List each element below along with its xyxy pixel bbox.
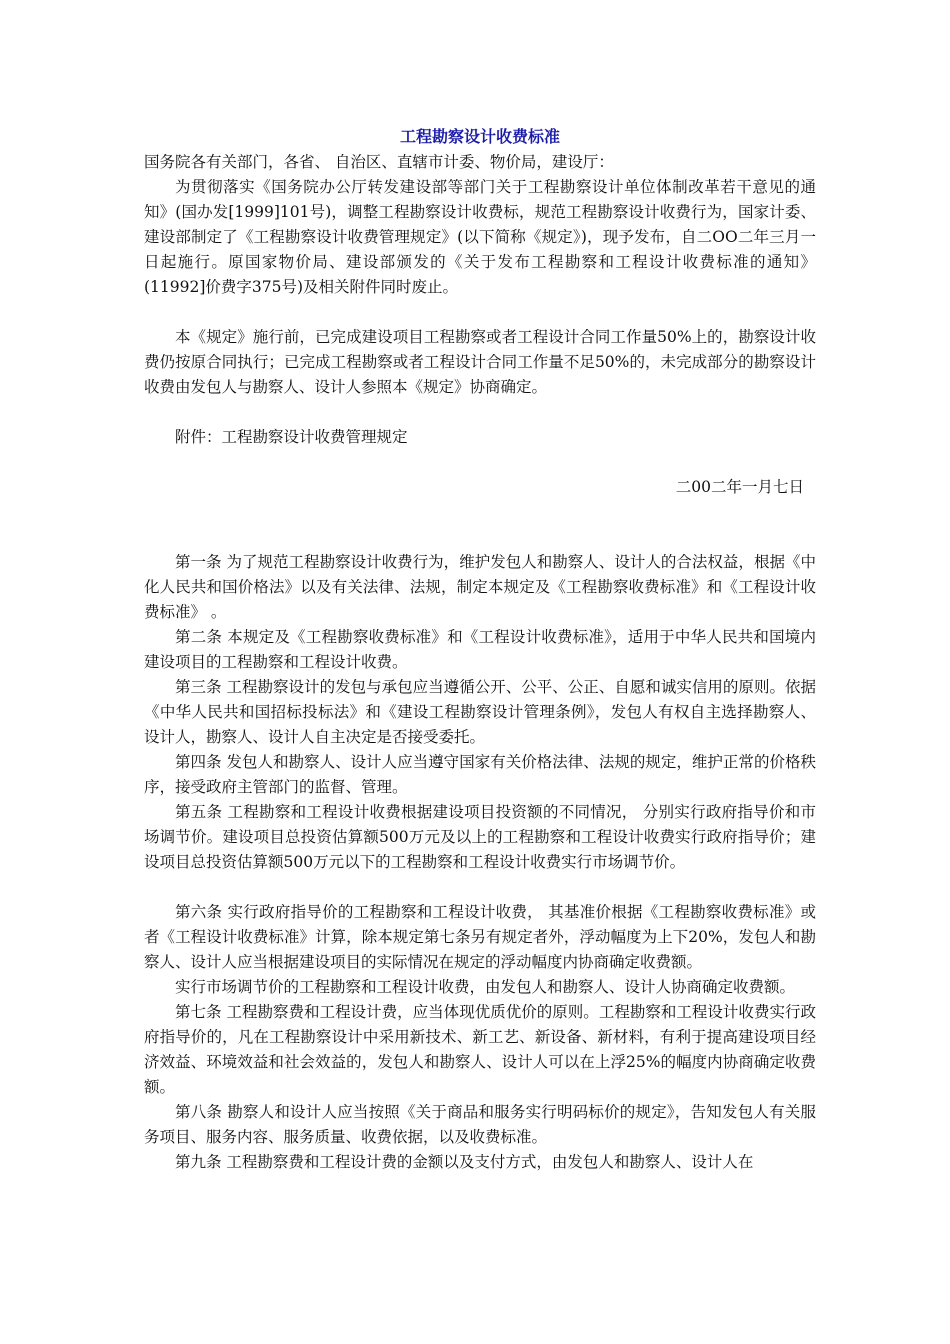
article-2: 第二条 本规定及《工程勘察收费标准》和《工程设计收费标准》，适用于中华人民共和国境内建设项目的工程勘察和工程设计收费。 xyxy=(144,628,816,671)
signature-date: 二00二年一月七日 xyxy=(675,478,804,496)
article-6: 第六条 实行政府指导价的工程勘察和工程设计收费， 其基准价根据《工程勘察收费标准》或者《工程设计收费标准》计算，除本规定第七条另有规定者外，浮动幅度为上下20%，发包人和勘察人、设计人应当根据建设项目的实际情况在规定的浮动幅度内协商确定收费额。 xyxy=(144,903,816,971)
spacer xyxy=(144,400,816,425)
article-4: 第四条 发包人和勘察人、设计人应当遵守国家有关价格法律、法规的规定，维护正常的价格秩序，接受政府主管部门的监督、管理。 xyxy=(144,753,816,796)
article-3: 第三条 工程勘察设计的发包与承包应当遵循公开、公平、公正、自愿和诚实信用的原则。依据《中华人民共和国招标投标法》和《建设工程勘察设计管理条例》，发包人有权自主选择勘察人、设计人，勘察人、设计人自主决定是否接受委托。 xyxy=(144,678,816,746)
article-5: 第五条 工程勘察和工程设计收费根据建设项目投资额的不同情况， 分别实行政府指导价和市场调节价。建设项目总投资估算额500万元及以上的工程勘察和工程设计收费实行政府指导价；建设项目总投资估算额500万元以下的工程勘察和工程设计收费实行市场调节价。 xyxy=(144,803,816,871)
article-8: 第八条 勘察人和设计人应当按照《关于商品和服务实行明码标价的规定》，告知发包人有关服务项目、服务内容、服务质量、收费依据，以及收费标准。 xyxy=(144,1103,816,1146)
article-6-continued: 实行市场调节价的工程勘察和工程设计收费，由发包人和勘察人、设计人协商确定收费额。 xyxy=(175,978,796,996)
article-1: 第一条 为了规范工程勘察设计收费行为，维护发包人和勘察人、设计人的合法权益，根据《中化人民共和国价格法》以及有关法律、法规，制定本规定及《工程勘察收费标准》和《工程设计收费标准》 。 xyxy=(144,553,816,621)
document-page xyxy=(144,124,816,1175)
article-9: 第九条 工程勘察费和工程设计费的金额以及支付方式，由发包人和勘察人、设计人在 xyxy=(175,1153,754,1171)
transition-paragraph: 本《规定》施行前，已完成建设项目工程勘察或者工程设计合同工作量50%上的，勘察设计收费仍按原合同执行；已完成工程勘察或者工程设计合同工作量不足50%的，未完成部分的勘察设计收费由发包人与勘察人、设计人参照本《规定》协商确定。 xyxy=(144,328,816,396)
spacer xyxy=(144,875,816,900)
spacer xyxy=(144,450,816,475)
spacer xyxy=(144,525,816,550)
spacer xyxy=(144,500,816,525)
intro-paragraph: 为贯彻落实《国务院办公厅转发建设部等部门关于工程勘察设计单位体制改革若干意见的通知》(国办发[1999]101号)，调整工程勘察设计收费标，规范工程勘察设计收费行为，国家计委、建设部制定了《工程勘察设计收费管理规定》(以下简称《规定》)，现予发布，自二OO二年三月一日起施行。原国家物价局、建设部颁发的《关于发布工程勘察和工程设计收费标准的通知》(11992]价费字375号)及相关附件同时废止。 xyxy=(144,178,816,296)
article-7: 第七条 工程勘察费和工程设计费，应当体现优质优价的原则。工程勘察和工程设计收费实行政府指导价的，凡在工程勘察设计中采用新技术、新工艺、新设备、新材料，有利于提高建设项目经济效益、环境效益和社会效益的，发包人和勘察人、设计人可以在上浮25%的幅度内协商确定收费额。 xyxy=(144,1003,816,1096)
attachment-line: 附件：工程勘察设计收费管理规定 xyxy=(175,428,408,446)
spacer xyxy=(144,300,816,325)
document-title: 工程勘察设计收费标准 xyxy=(399,127,560,146)
salutation: 国务院各有关部门，各省、 自治区、直辖市计委、物价局，建设厅： xyxy=(144,153,614,171)
